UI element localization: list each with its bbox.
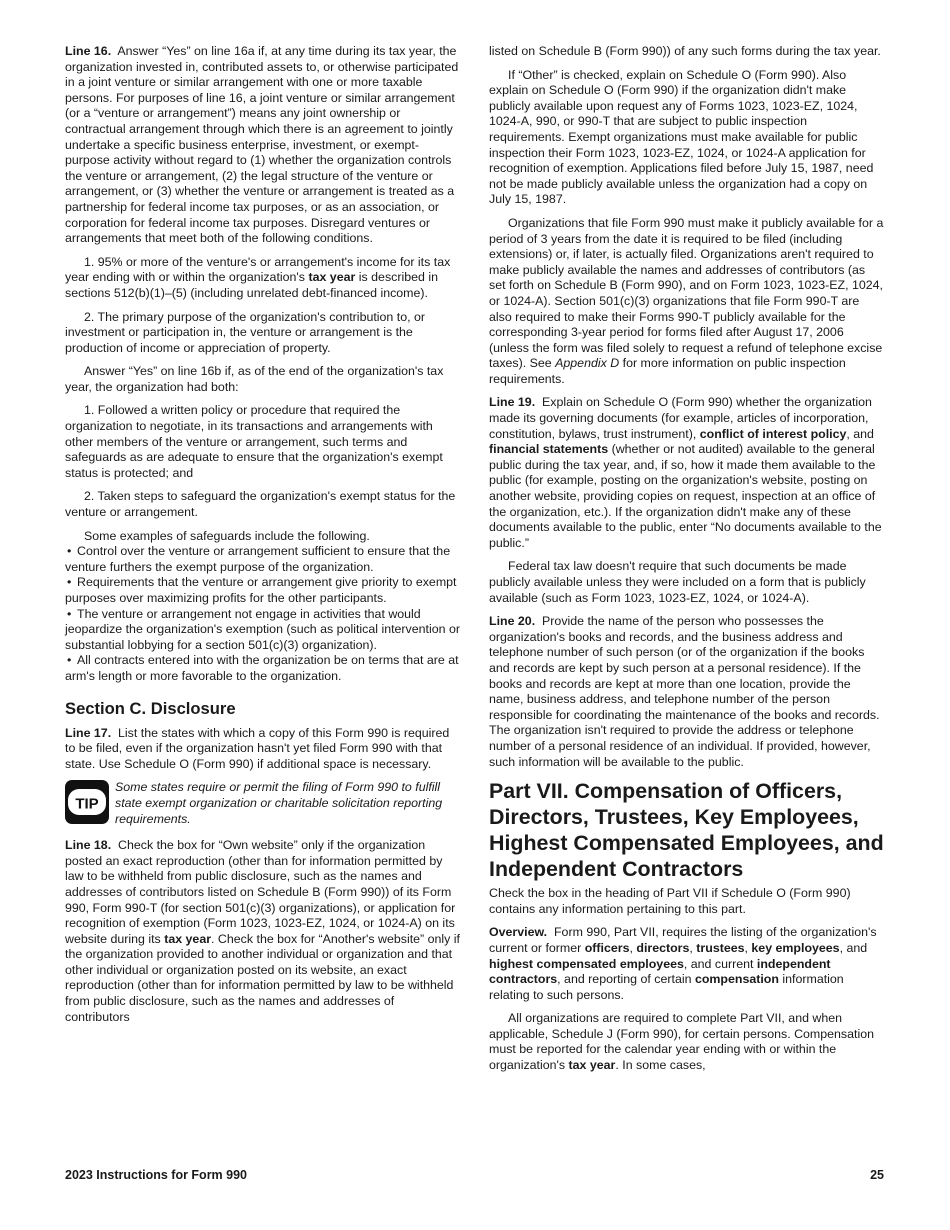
tip-text: Some states require or permit the filing of Form 990 to fulfill state exempt organization or charitable solicitation reporting requirements. <box>115 780 443 826</box>
all-organizations-paragraph <box>489 1011 885 1073</box>
safeguards-list <box>65 544 461 684</box>
all-organizations-term: tax year <box>568 1058 616 1073</box>
line-17-label: Line 17. <box>65 725 112 740</box>
right-column <box>489 44 885 1082</box>
safeguards-intro: Some examples of safeguards include the following. <box>84 528 370 543</box>
organizations-text-a: Organizations that file Form 990 must make it publicly available for a period of 3 years from the date it is required to be filed (including extensions) or, if later, is actually filed. Organizations aren't required to make publicly available the names and addresses of contributors (as set forth on Schedule B (Form 990), and on Form 1023, 1023-EZ, 1024, or 1024-A). Section 501(c)(3) organizations that file Form 990-T are also required to make their Forms 990-T publicly available for the corresponding 3-year period for forms filed after August 17, 2006 (unless the form was filed solely to request a refund of telephone excise taxes). See <box>489 215 884 371</box>
line-16b-paragraph: Answer “Yes” on line 16b if, as of the end of the organization's tax year, the organization had both: <box>65 364 444 394</box>
condition-1-term: tax year <box>308 270 356 285</box>
term-directors: directors <box>636 940 690 955</box>
overview-text-5: information relating to such persons. <box>489 972 844 1002</box>
overview-paragraph <box>489 925 885 1003</box>
line-19-term-1: conflict of interest policy <box>699 426 847 441</box>
left-column <box>65 44 461 1033</box>
line-18-term: tax year <box>164 931 212 946</box>
overview-sep-2: , <box>689 940 697 955</box>
safeguard-item: • All contracts entered into with the organization be on terms that are at arm's length or more favorable to the organization. <box>65 653 461 684</box>
overview-text-2: , and <box>839 940 868 955</box>
overview-text-1: Form 990, Part VII, requires the listing of the organization's current or former <box>489 925 877 955</box>
term-trustees: trustees <box>696 940 745 955</box>
section-c-heading: Section C. Disclosure <box>65 698 236 718</box>
line-19-text-a: Explain on Schedule O (Form 990) whether the organization made its governing documents (for example, articles of incorporation, constitution, bylaws, trust instrument), <box>489 395 872 441</box>
condition-1-text-a: 1. 95% or more of the venture's or arrangement's income for its tax year ending with or within the organization's <box>65 254 451 285</box>
appendix-d-reference: Appendix D <box>555 356 620 371</box>
term-key-employees: key employees <box>751 940 840 955</box>
requirement-1: 1. Followed a written policy or procedure that required the organization to negotiate, in its transactions and arrangements with other members of the venture or arrangement, such terms and safeguards as are adequate to ensure that the organization's exempt status is protected; and <box>65 403 443 480</box>
overview-text-3: , and current <box>683 956 754 971</box>
organizations-text-b: for more information on public inspection requirements. <box>489 356 846 386</box>
overview-text-4: , and reporting of certain <box>557 972 692 987</box>
overview-sep-3: , <box>744 940 752 955</box>
tip-icon <box>65 780 109 824</box>
federal-paragraph: Federal tax law doesn't require that such documents be made publicly available unless they were included on a form that is publicly available (such as Form 1023, 1023-EZ, 1024, or 1024-A). <box>489 559 866 605</box>
overview-sep-1: , <box>629 940 637 955</box>
line-19-and: , and <box>846 426 874 441</box>
other-paragraph: If “Other” is checked, explain on Schedule O (Form 990). Also explain on Schedule O (Form 990) if the organization didn't make publicly available upon request any of Forms 1023, 1023-EZ, 1024, 1024-A, 990, or 990-T that are subject to public inspection requirements. Exempt organizations must make available for public inspection their Form 1023, 1023-EZ, 1024, or 1024-A application for recognition of exemption. Applications filed before July 15, 1987, need not be made publicly available unless the organization had a copy on July 15, 1987. <box>489 67 874 207</box>
tip-label: TIP <box>75 795 99 813</box>
organizations-paragraph <box>489 216 885 388</box>
line-19-paragraph <box>489 395 885 551</box>
line-19-text-b: (whether or not audited) available to the general public during the tax year, and, if so, how it made them available to the public (for example, posting on the organization's website, posting on another website, providing copies on request, inspection at an office of the organization, etc.). If the organization didn't make any of these documents available to the public, enter “No documents available to the public.” <box>489 442 882 550</box>
term-compensation: compensation <box>694 972 779 987</box>
line-17-text: List the states with which a copy of this Form 990 is required to be filed, even if the organization hasn't yet filed Form 990 with that state. Use Schedule O (Form 990) if additional space is necessary. <box>65 725 450 771</box>
safeguard-item: • Requirements that the venture or arrangement give priority to exempt purposes over maximizing profits for the other participants. <box>65 575 461 606</box>
line-20-paragraph <box>489 614 885 770</box>
line-18-label: Line 18. <box>65 838 112 853</box>
part-vii-heading: Part VII. Compensation of Officers, Directors, Trustees, Key Employees, Highest Compensated Employees, and Independent Contractors <box>489 779 884 882</box>
safeguard-item: • The venture or arrangement not engage in activities that would jeopardize the organization's exemption (such as political intervention or substantial lobbying for a section 501(c)(3) organization). <box>65 607 461 654</box>
line-16-text: Answer “Yes” on line 16a if, at any time during its tax year, the organization invested in, contributed assets to, or otherwise participated in a joint venture or similar arrangement with one or more taxable persons. For purposes of line 16, a joint venture or similar arrangement (or a “venture or arrangement”) means any joint ownership or contractual arrangement through which there is an agreement to jointly undertake a specific business enterprise, investment, or exempt-purpose activity without regard to (1) whether the organization controls the venture or arrangement, (2) the legal structure of the venture or arrangement, or (3) whether the venture or arrangement is treated as a partnership for federal income tax purposes, or as an association, or corporation for federal income tax purposes. Disregard ventures or arrangements that meet both of the following conditions. <box>65 44 459 246</box>
term-independent-contractors: independent contractors <box>489 956 831 987</box>
line-18-paragraph <box>65 838 461 1025</box>
line-17-paragraph <box>65 726 461 773</box>
all-organizations-text-b: . In some cases, <box>615 1058 706 1073</box>
line-18-continued: listed on Schedule B (Form 990)) of any such forms during the tax year. <box>489 44 881 58</box>
line-19-label: Line 19. <box>489 395 536 410</box>
line-16-paragraph <box>65 44 461 247</box>
page-number: 25 <box>870 1168 884 1182</box>
condition-2: 2. The primary purpose of the organization's contribution to, or investment or participation in, the venture or arrangement is the production of income or appreciation of property. <box>65 309 426 355</box>
term-highest-compensated: highest compensated employees <box>489 956 684 971</box>
tip-box <box>65 780 461 827</box>
line-16-label: Line 16. <box>65 44 112 58</box>
all-organizations-text-a: All organizations are required to complete Part VII, and when applicable, Schedule J (Form 990), for certain persons. Compensation must be reported for the calendar year ending with or within the organization's <box>489 1011 874 1073</box>
safeguard-item: • Control over the venture or arrangement sufficient to ensure that the venture furthers the exempt purpose of the organization. <box>65 544 461 575</box>
line-18-text-a: Check the box for “Own website” only if the organization posted an exact reproduction (other than for information permitted by law to be withheld from public disclosure, such as the names and addresses of contributors listed on Schedule B (Form 990)) of its Form 990, Form 990-T (for section 501(c)(3) organizations), or application for recognition of exemption (Form 1023, 1023-EZ, 1024, or 1024-A) on its website during its <box>65 838 456 946</box>
line-20-label: Line 20. <box>489 614 536 629</box>
overview-label: Overview. <box>489 925 548 940</box>
condition-1-text-b: is described in sections 512(b)(1)–(5) (including unrelated debt-financed income). <box>65 270 438 300</box>
part-vii-intro: Check the box in the heading of Part VII if Schedule O (Form 990) contains any information pertaining to this part. <box>489 886 851 916</box>
term-officers: officers <box>584 940 630 955</box>
line-19-term-2: financial statements <box>489 442 609 457</box>
requirement-2: 2. Taken steps to safeguard the organization's exempt status for the venture or arrangement. <box>65 489 456 520</box>
line-20-text: Provide the name of the person who possesses the organization's books and records, and the business address and telephone number of such person (or of the organization if the books and records are kept by such person at a personal residence). If the books and records are kept at more than one location, provide the name, business address, and telephone number of the person responsible for coordinating the maintenance of the books and records. The organization isn't required to provide the address or telephone number of a personal residence of an individual. If provided, however, such information will be available to the public. <box>489 614 880 769</box>
line-18-text-b: . Check the box for “Another's website” only if the organization provided to another individual or organization and that other individual or organization posted on its website, an exact reproduction (other than for information permitted by law to be withheld from public disclosure, such as the names and addresses of contributors <box>65 931 460 1024</box>
footer-title: 2023 Instructions for Form 990 <box>65 1168 248 1182</box>
condition-1 <box>65 255 461 302</box>
